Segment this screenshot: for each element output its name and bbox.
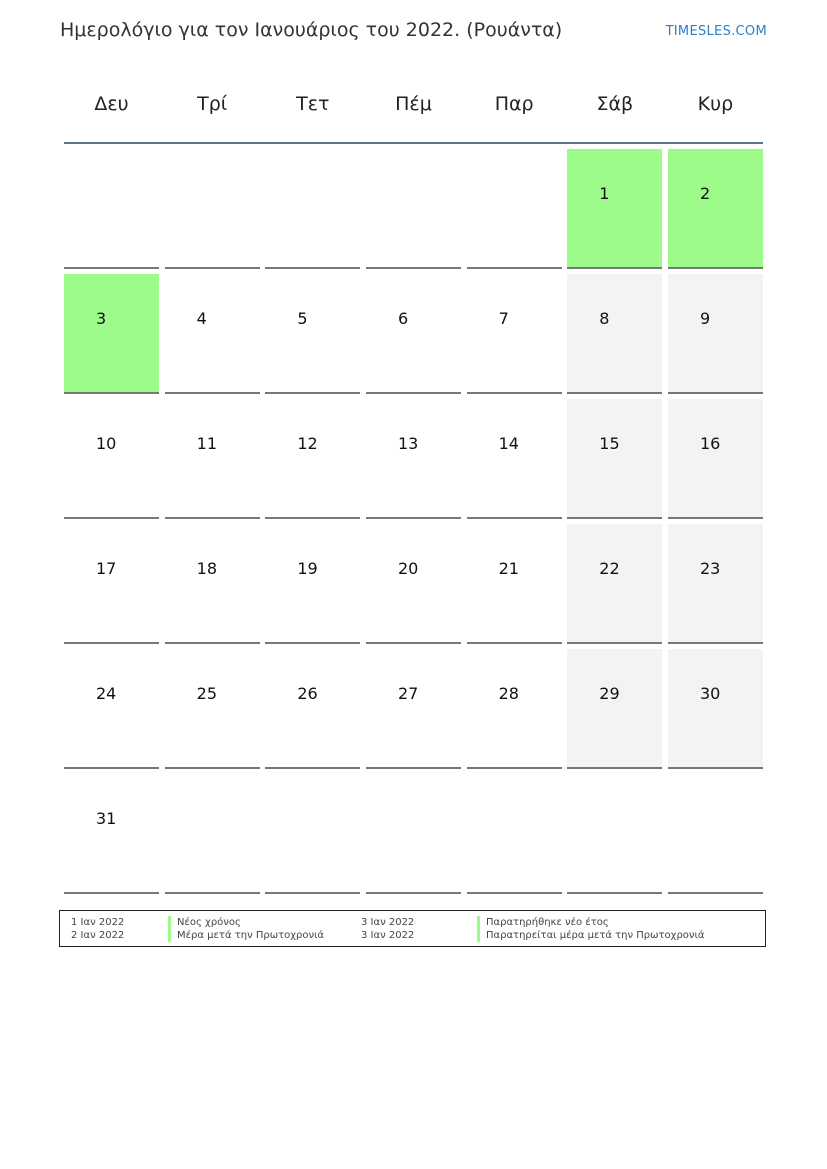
day-cell xyxy=(567,399,662,519)
day-cell xyxy=(668,649,763,769)
holiday-day-cell xyxy=(668,149,763,269)
weekday-header-row xyxy=(64,70,763,144)
day-cell xyxy=(165,274,260,394)
day-number: 26 xyxy=(297,684,318,703)
empty-day-cell xyxy=(265,774,360,894)
day-number: 25 xyxy=(196,684,218,703)
week-row xyxy=(64,149,763,274)
day-cell xyxy=(366,649,461,769)
empty-day-cell xyxy=(567,774,662,894)
day-cell xyxy=(467,399,562,519)
empty-day-cell xyxy=(64,149,159,269)
day-cell xyxy=(64,524,159,644)
day-number: 18 xyxy=(196,559,218,578)
weekday-label: Τρί xyxy=(197,93,228,115)
day-cell xyxy=(668,274,763,394)
page-title: Ημερολόγιο για τον Ιανουάριος του 2022. (Ρουάντα) xyxy=(60,19,563,41)
day-number: 24 xyxy=(96,684,117,703)
day-number: 31 xyxy=(96,809,117,828)
legend-holiday-name: Παρατηρείται μέρα μετά την Πρωτοχρονιά xyxy=(477,929,704,942)
legend-date: 1 Ιαν 2022 xyxy=(71,917,125,928)
day-cell xyxy=(265,524,360,644)
day-number: 11 xyxy=(196,434,218,453)
holiday-legend xyxy=(59,910,766,947)
day-cell xyxy=(64,399,159,519)
week-row xyxy=(64,399,763,524)
empty-day-cell xyxy=(467,774,562,894)
day-cell xyxy=(567,274,662,394)
day-number: 6 xyxy=(397,309,409,328)
empty-day-cell xyxy=(668,774,763,894)
weekday-label: Σάβ xyxy=(596,93,634,115)
week-row xyxy=(64,274,763,399)
weekday-label: Παρ xyxy=(494,93,534,115)
empty-day-cell xyxy=(165,774,260,894)
day-cell xyxy=(366,524,461,644)
day-number: 20 xyxy=(397,559,419,578)
month-calendar xyxy=(64,70,763,899)
holiday-day-cell xyxy=(567,149,662,269)
day-number: 23 xyxy=(699,559,721,578)
day-cell xyxy=(567,649,662,769)
week-row xyxy=(64,524,763,649)
day-number: 17 xyxy=(96,559,117,578)
empty-day-cell xyxy=(366,774,461,894)
day-number: 13 xyxy=(397,434,419,453)
day-number: 14 xyxy=(498,434,519,453)
week-row xyxy=(64,649,763,774)
weekday-label: Πέμ xyxy=(395,93,432,115)
day-cell xyxy=(64,649,159,769)
day-number: 2 xyxy=(699,184,711,203)
empty-day-cell xyxy=(366,149,461,269)
day-number: 1 xyxy=(599,184,610,203)
day-number: 9 xyxy=(699,309,711,328)
day-cell xyxy=(165,649,260,769)
calendar-weeks xyxy=(64,144,763,899)
day-cell xyxy=(265,274,360,394)
day-number: 10 xyxy=(96,434,117,453)
day-cell xyxy=(64,774,159,894)
legend-date: 3 Ιαν 2022 xyxy=(361,930,415,941)
day-number: 19 xyxy=(297,559,318,578)
day-number: 4 xyxy=(196,309,207,328)
legend-date: 2 Ιαν 2022 xyxy=(71,930,125,941)
day-number: 27 xyxy=(397,684,419,703)
day-cell xyxy=(265,649,360,769)
day-number: 12 xyxy=(297,434,318,453)
day-number: 29 xyxy=(599,684,620,703)
day-number: 3 xyxy=(96,309,107,328)
day-number: 16 xyxy=(699,434,721,453)
day-cell xyxy=(467,524,562,644)
day-number: 30 xyxy=(699,684,721,703)
day-number: 5 xyxy=(297,309,308,328)
weekday-label: Δευ xyxy=(94,93,129,115)
day-number: 15 xyxy=(599,434,620,453)
day-cell xyxy=(467,649,562,769)
day-number: 28 xyxy=(498,684,519,703)
legend-holiday-name: Μέρα μετά την Πρωτοχρονιά xyxy=(168,929,324,942)
day-cell xyxy=(165,524,260,644)
day-cell xyxy=(165,399,260,519)
day-cell xyxy=(366,399,461,519)
day-number: 7 xyxy=(498,309,509,328)
holiday-day-cell xyxy=(64,274,159,394)
day-number: 22 xyxy=(599,559,620,578)
day-cell xyxy=(668,524,763,644)
legend-date: 3 Ιαν 2022 xyxy=(361,917,415,928)
weekday-label: Κυρ xyxy=(697,93,734,115)
empty-day-cell xyxy=(467,149,562,269)
weekday-label: Τετ xyxy=(296,93,330,115)
brand-link[interactable]: TIMESLES.COM xyxy=(665,24,767,39)
empty-day-cell xyxy=(265,149,360,269)
day-cell xyxy=(668,399,763,519)
legend-holiday-name: Παρατηρήθηκε νέο έτος xyxy=(477,916,609,929)
empty-day-cell xyxy=(165,149,260,269)
legend-holiday-name: Νέος χρόνος xyxy=(168,916,241,929)
day-cell xyxy=(467,274,562,394)
day-number: 8 xyxy=(599,309,610,328)
day-cell xyxy=(567,524,662,644)
day-cell xyxy=(265,399,360,519)
week-row xyxy=(64,774,763,899)
day-number: 21 xyxy=(498,559,519,578)
day-cell xyxy=(366,274,461,394)
